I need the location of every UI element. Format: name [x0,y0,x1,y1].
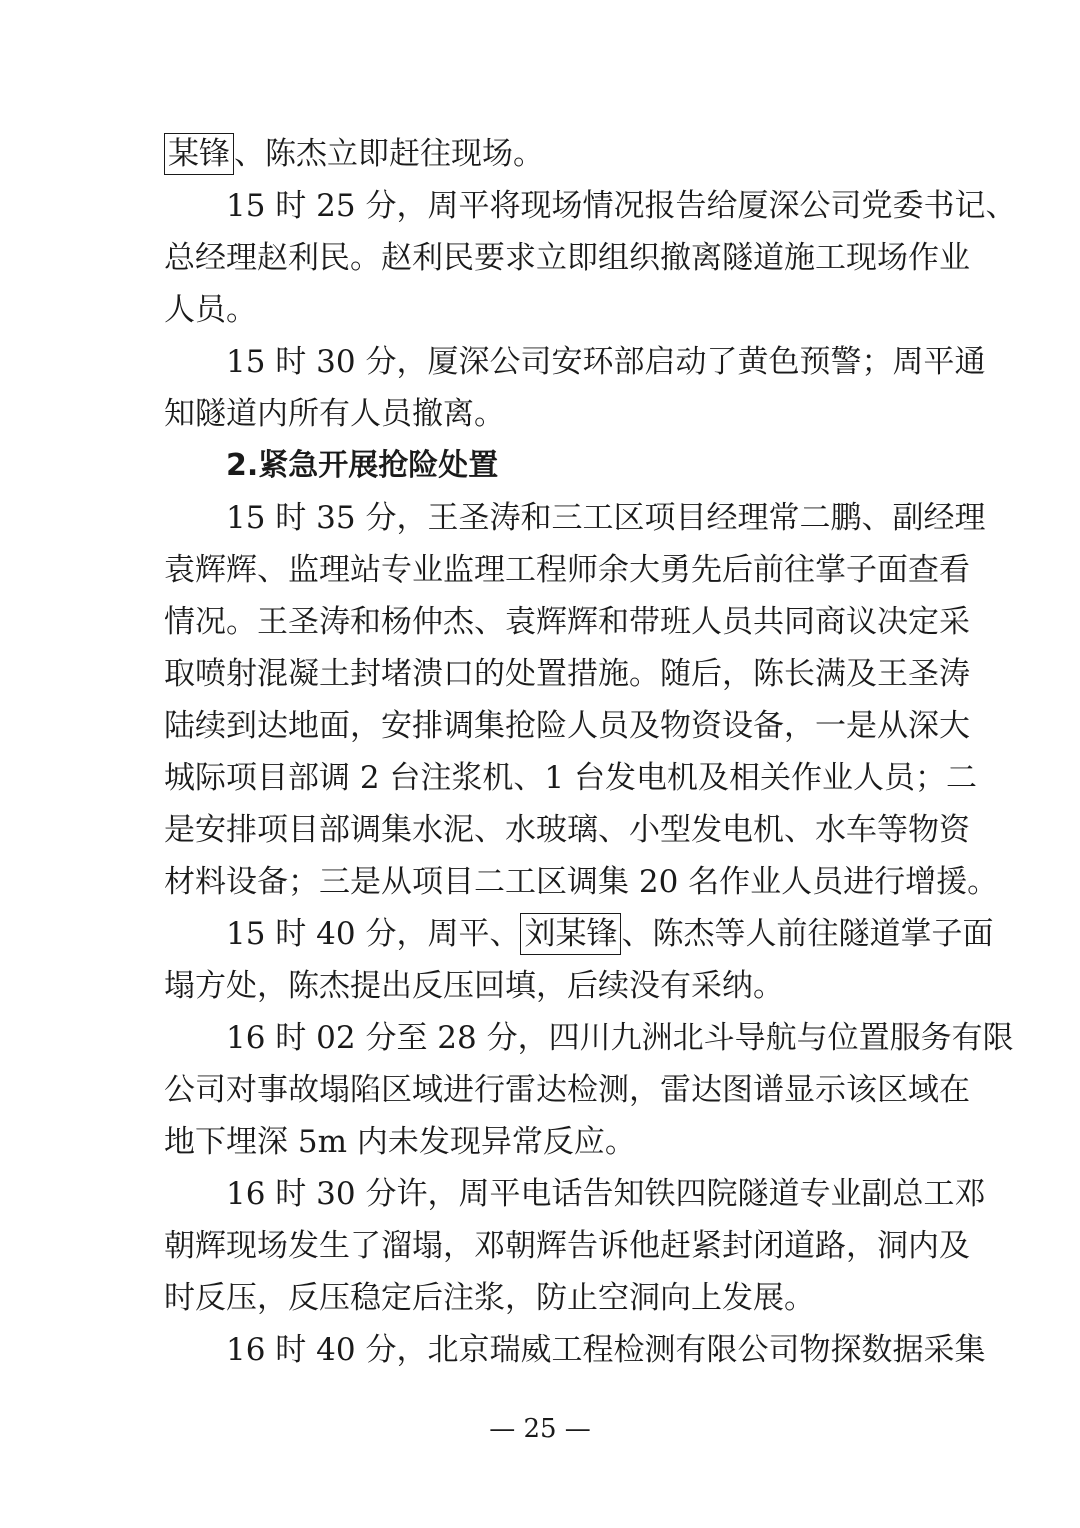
line-text: 15 时 30 分，厦深公司安环部启动了黄色预警；周平通 [226,344,986,380]
line-prefix: 15 时 40 分，周平、 [226,916,521,952]
text-line [164,336,986,388]
text-line [164,180,1017,232]
text-line [164,232,970,284]
line-text: 知隧道内所有人员撤离。 [164,396,505,432]
line-text: 总经理赵利民。赵利民要求立即组织撤离隧道施工现场作业 [164,240,970,276]
line-text: 是安排项目部调集水泥、水玻璃、小型发电机、水车等物资 [164,812,970,848]
text-line [164,1168,986,1220]
text-line [164,1064,970,1116]
line-text: 时反压，反压稳定后注浆，防止空洞向上发展。 [164,1280,815,1316]
text-line [164,544,970,596]
redacted-name-box: 某锋 [164,133,234,175]
text-line [164,856,999,908]
line-text: 朝辉现场发生了溜塌，邓朝辉告诉他赶紧封闭道路，洞内及 [164,1228,970,1264]
text-line [164,388,916,440]
section-heading [164,440,916,492]
line-text: 15 时 25 分，周平将现场情况报告给厦深公司党委书记、 [226,188,1017,224]
text-line [164,1324,986,1376]
page-number: — 25 — [489,1414,591,1444]
text-line [164,648,970,700]
line-text: 袁辉辉、监理站专业监理工程师余大勇先后前往掌子面查看 [164,552,970,588]
line-text: 、陈杰立即赶往现场。 [234,136,544,172]
text-line [164,596,970,648]
text-line [164,128,916,180]
line-text: 城际项目部调 2 台注浆机、1 台发电机及相关作业人员；二 [164,760,978,796]
line-text: 陆续到达地面，安排调集抢险人员及物资设备，一是从深大 [164,708,970,744]
line-text: 材料设备；三是从项目二工区调集 20 名作业人员进行增援。 [164,864,999,900]
text-line [164,908,994,960]
line-text: 情况。王圣涛和杨仲杰、袁辉辉和带班人员共同商议决定采 [164,604,970,640]
line-text: 取喷射混凝土封堵溃口的处置措施。随后，陈长满及王圣涛 [164,656,970,692]
line-text: 公司对事故塌陷区域进行雷达检测，雷达图谱显示该区域在 [164,1072,970,1108]
text-line [164,752,978,804]
text-line [164,492,986,544]
text-line [164,804,970,856]
line-text: 、陈杰等人前往隧道掌子面 [621,916,994,952]
line-text: 地下埋深 5m 内未发现异常反应。 [164,1124,636,1160]
line-text: 16 时 30 分许，周平电话告知铁四院隧道专业副总工邓 [226,1176,986,1212]
redacted-name-box: 刘某锋 [520,913,621,955]
line-text: 2.紧急开展抢险处置 [226,448,499,483]
text-line [164,1012,1014,1064]
text-line [164,284,916,336]
line-text: 16 时 02 分至 28 分，四川九洲北斗导航与位置服务有限 [226,1020,1014,1056]
line-text: 人员。 [164,292,257,328]
line-text: 塌方处，陈杰提出反压回填，后续没有采纳。 [164,968,784,1004]
text-line [164,1116,916,1168]
document-body [164,128,1017,1376]
line-text: 16 时 40 分，北京瑞威工程检测有限公司物探数据采集 [226,1332,986,1368]
text-line [164,700,970,752]
text-line [164,1272,916,1324]
text-line [164,960,916,1012]
line-text: 15 时 35 分，王圣涛和三工区项目经理常二鹏、副经理 [226,500,986,536]
text-line [164,1220,970,1272]
